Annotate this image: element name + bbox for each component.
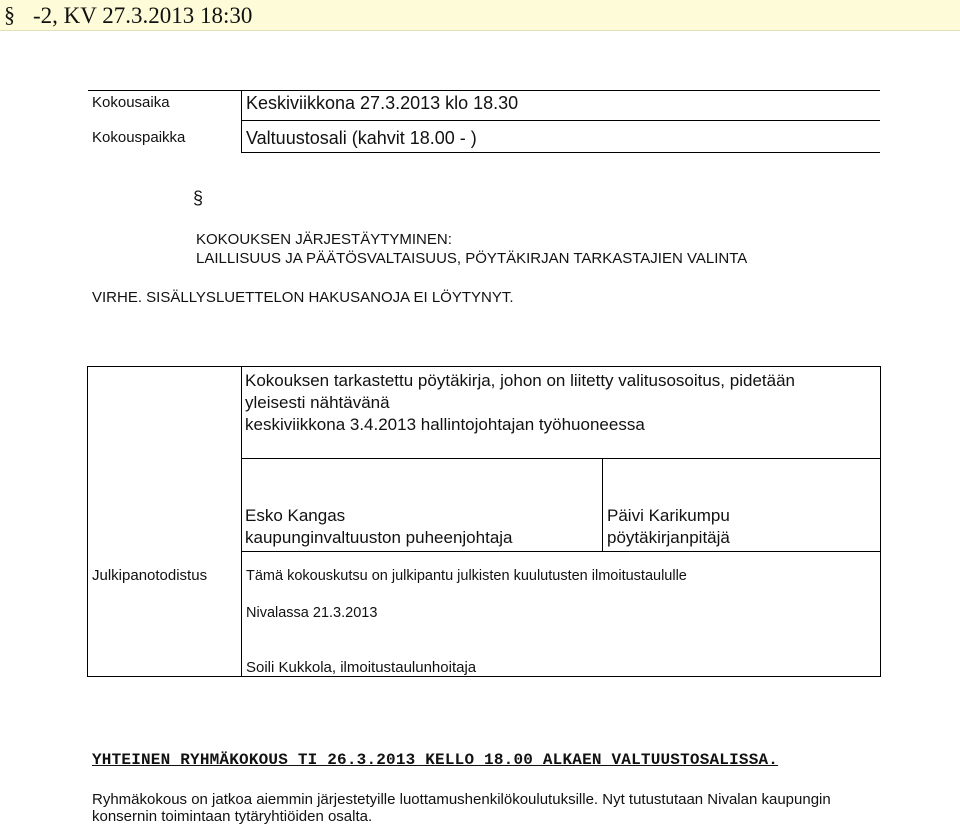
- document-title: -2, KV 27.3.2013 18:30: [33, 3, 253, 28]
- chair-role: kaupunginvaltuuston puheenjohtaja: [245, 528, 513, 547]
- meta-divider: [241, 90, 242, 153]
- meta-top-rule: [88, 90, 880, 91]
- meeting-time-value: Keskiviikkona 27.3.2013 klo 18.30: [246, 93, 519, 113]
- agenda-line-2: LAILLISUUS JA PÄÄTÖSVALTAISUUS, PÖYTÄKIRJAN TARKASTAJIEN VALINTA: [196, 250, 748, 267]
- minutes-box-divider: [241, 366, 242, 677]
- signature-divider: [602, 458, 603, 551]
- signature-bottom-rule: [241, 551, 881, 552]
- meeting-place-label: Kokouspaikka: [92, 129, 186, 146]
- meta-bottom-rule: [241, 152, 880, 153]
- secretary-signature: [607, 505, 730, 549]
- chair-name: Esko Kangas: [245, 506, 346, 525]
- agenda-section-sign: §: [193, 188, 204, 208]
- publication-label: Julkipanotodistus: [92, 567, 208, 584]
- minutes-notice: [245, 370, 795, 436]
- agenda-line-1: KOKOUKSEN JÄRJESTÄYTYMINEN:: [196, 231, 452, 248]
- agenda-item: [196, 230, 747, 268]
- chair-signature: [245, 505, 513, 549]
- signature-top-rule: [241, 458, 881, 459]
- notice-line-3: keskiviikkona 3.4.2013 hallintojohtajan työhuoneessa: [245, 415, 645, 434]
- group-meeting-desc-line-1: Ryhmäkokous on jatkoa aiemmin järjestetyille luottamushenkilökoulutuksille. Nyt tutustutaan Nivalan kaupungin: [92, 791, 831, 808]
- publication-date: Nivalassa 21.3.2013: [246, 605, 378, 621]
- meeting-time-label: Kokousaika: [92, 94, 170, 111]
- secretary-name: Päivi Karikumpu: [607, 506, 730, 525]
- publication-signer: Soili Kukkola, ilmoitustaulunhoitaja: [246, 659, 477, 676]
- group-meeting-title: YHTEINEN RYHMÄKOKOUS TI 26.3.2013 KELLO 18.00 ALKAEN VALTUUSTOSALISSA.: [92, 751, 779, 769]
- notice-line-2: yleisesti nähtävänä: [245, 393, 390, 412]
- meta-middle-rule: [242, 120, 880, 121]
- notice-line-1: Kokouksen tarkastettu pöytäkirja, johon on liitetty valitusosoitus, pidetään: [245, 371, 795, 390]
- publication-text: Tämä kokouskutsu on julkipantu julkisten kuulutusten ilmoitustaululle: [246, 568, 687, 584]
- secretary-role: pöytäkirjanpitäjä: [607, 528, 730, 547]
- group-meeting-desc-line-2: konsernin toimintaan tytäryhtiöiden osalta.: [92, 808, 373, 825]
- section-sign: §: [4, 2, 15, 27]
- toc-error-message: VIRHE. SISÄLLYSLUETTELON HAKUSANOJA EI LÖYTYNYT.: [92, 289, 514, 306]
- group-meeting-description: [92, 791, 831, 825]
- meeting-place-value: Valtuustosali (kahvit 18.00 - ): [246, 128, 477, 148]
